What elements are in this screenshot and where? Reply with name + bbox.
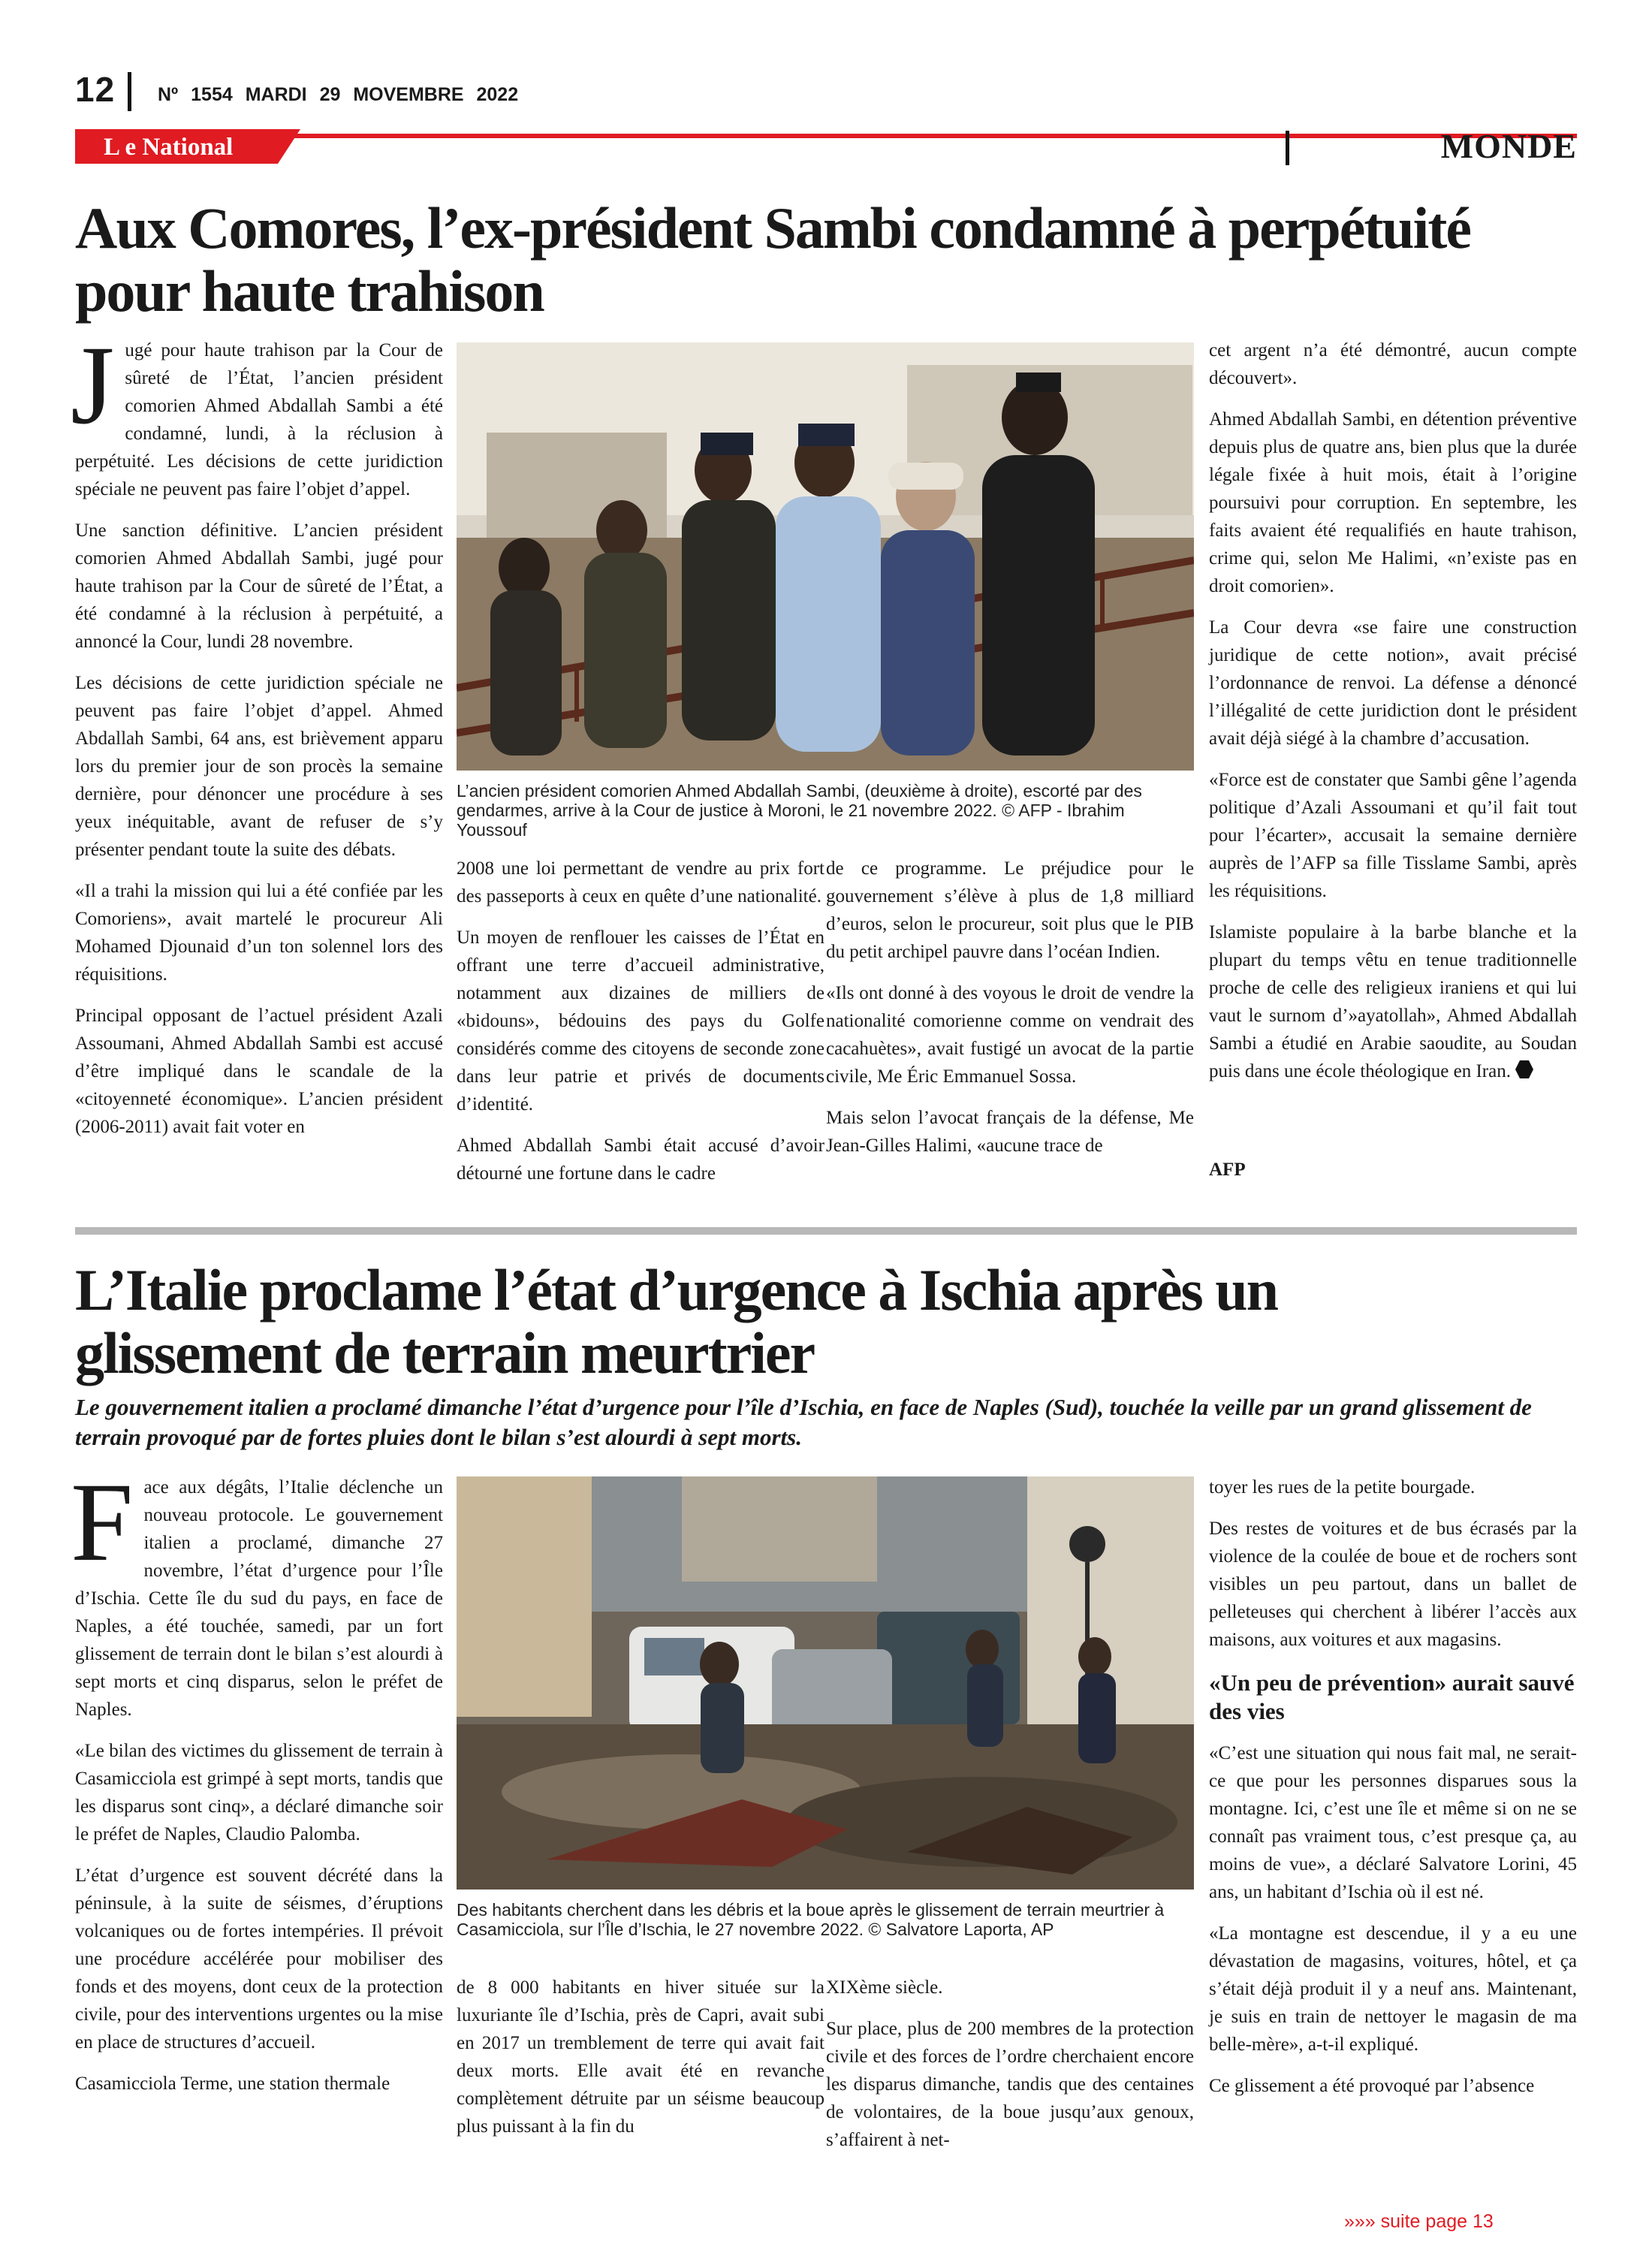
- continued-link[interactable]: »»» suite page 13: [1344, 2211, 1494, 2232]
- article2-headline-line1: L’Italie proclame l’état d’urgence à Ischia après un: [75, 1257, 1278, 1323]
- article2-column-2: [457, 1974, 824, 2154]
- article1-photo-caption: L’ancien président comorien Ahmed Abdallah Sambi, (deuxième à droite), escorté par des gendarmes, arrive à la Cour de justice à Moroni, le 21 novembre 2022. © AFP - Ibrahim Youssouf: [457, 781, 1142, 840]
- article2-column-3: [826, 1974, 1194, 2167]
- article2-photo: [457, 1476, 1194, 1890]
- article2-photo-illustration: [457, 1476, 1194, 1890]
- header-rule: [75, 134, 1577, 138]
- article2-paragraph: Des restes de voitures et de bus écrasés par la violence de la coulée de boue et de rochers sont visibles un peu partout, dans un ballet de pelleteuses qui cherchent à libérer l’accès aux maisons, aux voitures et aux magasins.: [1209, 1519, 1577, 1650]
- brand-label: L e National: [104, 134, 234, 161]
- article2-paragraph: de 8 000 habitants en hiver située sur la luxuriante île d’Ischia, près de Capri, avait subi en 2017 un tremblement de terre qui avait fait deux morts. Elle avait été en revanche complètement détruite par un séisme beaucoup plus puissant à la fin du: [457, 1977, 824, 2137]
- article1-paragraph: Un moyen de renflouer les caisses de l’État en offrant une terre d’accueil administrative, notamment aux dizaines de milliers de «bidouns», bédouins des pays du Golfe considérés comme des citoyens de seconde zone dans leur patrie et privés de documents d’identité.: [457, 927, 824, 1114]
- page-number-divider: [128, 72, 131, 111]
- end-mark-icon: [1515, 1060, 1533, 1078]
- article1-paragraph: de ce programme. Le préjudice pour le gouvernement s’élève à plus de 1,8 milliard d’euros, selon le procureur, soit plus que le PIB du petit archipel pauvre dans l’océan Indien.: [826, 858, 1194, 962]
- article1-paragraph: Principal opposant de l’actuel président Azali Assoumani, Ahmed Abdallah Sambi est accusé d’être impliqué dans le scandale de la «citoyenneté économique». L’ancien président (2006-2011) avait fait voter en: [75, 1006, 443, 1137]
- article2-headline-line2: glissement de terrain meurtrier: [75, 1320, 815, 1386]
- article2-paragraph: «La montagne est descendue, il y a eu une dévastation de magasins, voitures, hôtel, et ça s’était déjà produit il y a neuf ans. Maintenant, je suis en train de nettoyer le magasin de ma belle-mère», a-t-il expliqué.: [1209, 1923, 1577, 2055]
- article2-paragraph: Sur place, plus de 200 membres de la protection civile et des forces de l’ordre cherchaient encore les disparus dimanche, tandis que des centaines de volontaires, de la boue jusqu’aux genoux, s’affairent à net-: [826, 2019, 1194, 2150]
- dateline: Nº 1554 MARDI 29 MOVEMBRE 2022: [158, 84, 519, 105]
- article1-paragraph: La Cour devra «se faire une construction juridique de cette notion», avait précisé l’ordonnance de renvoi. La défense a dénoncé l’illégalité de cette juridiction dont le président avait déjà siégé à la chambre d’accusation.: [1209, 617, 1577, 749]
- article2-paragraph: ace aux dégâts, l’Italie déclenche un nouveau protocole. Le gouvernement italien a proclamé, dimanche 27 novembre, l’état d’urgence pour l’Île d’Ischia. Cette île du sud du pays, en face de Naples, a été touchée, samedi, par un fort glissement de terrain dont le bilan s’est alourdi à sept morts et cinq disparus, selon le préfet de Naples.: [75, 1477, 443, 1720]
- article1-paragraph: Ahmed Abdallah Sambi, en détention préventive depuis plus de quatre ans, bien plus que la durée légale fixée à huit mois, était à l’origine poursuivi pour corruption. En septembre, les faits avaient été requalifiés en haute trahison, crime qui, selon Me Halimi, «n’existe pas en droit comorien».: [1209, 409, 1577, 596]
- article2-paragraph: toyer les rues de la petite bourgade.: [1209, 1477, 1476, 1497]
- article1-headline-line1: Aux Comores, l’ex-président Sambi condamné à perpétuité: [75, 195, 1470, 261]
- article2-paragraph: XIXème siècle.: [826, 1977, 943, 1998]
- article2-standfirst: Le gouvernement italien a proclamé dimanche l’état d’urgence pour l’île d’Ischia, en face de Naples (Sud), touchée la veille par un grand glissement de terrain provoqué par de fortes pluies dont le bilan s’est alourdi à sept morts.: [75, 1394, 1532, 1450]
- article1-photo: [457, 342, 1194, 771]
- article1-paragraph: «Il a trahi la mission qui lui a été confiée par les Comoriens», avait martelé le procureur Ali Mohamed Djounaid d’un ton solennel lors des réquisitions.: [75, 881, 443, 985]
- section-divider: [1286, 131, 1289, 165]
- article1-paragraph: Une sanction définitive. L’ancien président comorien Ahmed Abdallah Sambi, jugé pour haute trahison par la Cour de sûreté de l’État, a été condamné à la réclusion à perpétuité, a annoncé la Cour, lundi 28 novembre.: [75, 520, 443, 652]
- article1-column-2: [457, 855, 824, 1201]
- article2-dropcap: F: [71, 1460, 134, 1585]
- article2-subhead: «Un peu de prévention» aurait sauvé des vies: [1209, 1669, 1575, 1724]
- article2-column-1: [71, 1460, 443, 2111]
- article2-photo-caption: Des habitants cherchent dans les débris et la boue après le glissement de terrain meurtrier à Casamicciola, sur l’Île d’Ischia, le 27 novembre 2022. © Salvatore Laporta, AP: [457, 1900, 1165, 1939]
- article1-photo-illustration: [457, 342, 1194, 771]
- article2-paragraph: «Le bilan des victimes du glissement de terrain à Casamicciola est grimpé à sept morts, tandis que les disparus sont cinq», a déclaré dimanche soir le préfet de Naples, Claudio Palomba.: [75, 1741, 443, 1844]
- article1-paragraph: Mais selon l’avocat français de la défense, Me Jean-Gilles Halimi, «aucune trace de: [826, 1108, 1194, 1156]
- page-number: 12: [75, 70, 116, 109]
- section-label: MONDE: [1440, 127, 1577, 165]
- article1-paragraph: «Force est de constater que Sambi gêne l’agenda politique d’Azali Assoumani et qu’il fait tout pour l’écarter», accusait la semaine dernière auprès de l’AFP sa fille Tisslame Sambi, après les réquisitions.: [1209, 770, 1577, 901]
- article2-paragraph: L’état d’urgence est souvent décrété dans la péninsule, à la suite de séismes, d’éruptions volcaniques ou de fortes intempéries. Il prévoit une procédure accélérée pour mobiliser des fonds et des moyens, dont ceux de la protection civile, pour des interventions urgentes ou la mise en place de structures d’accueil.: [75, 1865, 443, 2052]
- article1-paragraph: Islamiste populaire à la barbe blanche et la plupart du temps vêtu en tenue traditionnelle proche de celle des religieux iraniens et qui lui vaut le surnom d’»ayatollah», Ahmed Abdallah Sambi a étudié en Arabie saoudite, au Soudan puis dans une école théologique en Iran.: [1209, 922, 1577, 1081]
- article2-paragraph: Casamicciola Terme, une station thermale: [75, 2074, 390, 2094]
- article2-column-4: [1209, 1473, 1577, 2113]
- article2-paragraph: «C’est une situation qui nous fait mal, ne serait-ce que pour les personnes disparues sous la montagne. Ici, c’est une île et même si on ne se connaît pas vraiment tous, c’est presque ça, au moins de vue», a déclaré Salvatore Lorini, 45 ans, un habitant d’Ischia où il est né.: [1209, 1743, 1577, 1902]
- article1-paragraph: Ahmed Abdallah Sambi était accusé d’avoir détourné une fortune dans le cadre: [457, 1136, 824, 1184]
- article1-column-4: [1209, 336, 1577, 1099]
- article1-paragraph: «Ils ont donné à des voyous le droit de vendre la nationalité comorienne comme on vendrait des cacahuètes», avait fustigé un avocat de la partie civile, Me Éric Emmanuel Sossa.: [826, 983, 1194, 1087]
- article1-column-3: [826, 855, 1194, 1173]
- article1-byline: AFP: [1209, 1160, 1246, 1180]
- article1-paragraph: ugé pour haute trahison par la Cour de sûreté de l’État, l’ancien président comorien Ahmed Abdallah Sambi a été condamné, lundi, à la réclusion à perpétuité. Les décisions de cette juridiction spéciale ne peuvent pas faire l’objet d’appel.: [75, 340, 443, 499]
- article1-headline-line2: pour haute trahison: [75, 258, 544, 324]
- article2-paragraph: Ce glissement a été provoqué par l’absence: [1209, 2076, 1535, 2096]
- article1-paragraph: cet argent n’a été démontré, aucun compte découvert».: [1209, 340, 1577, 388]
- article1-column-1: [71, 323, 443, 1154]
- article-divider: [75, 1227, 1577, 1235]
- article1-paragraph: 2008 une loi permettant de vendre au prix fort des passeports à ceux en quête d’une nationalité.: [457, 858, 824, 906]
- article1-paragraph: Les décisions de cette juridiction spéciale ne peuvent pas faire l’objet d’appel. Ahmed Abdallah Sambi, 64 ans, est brièvement apparu lors du premier jour de son procès la semaine dernière, pour dénoncer une procédure à ses yeux inéquitable, avant de refuser de s’y présenter pendant toute la suite des débats.: [75, 673, 443, 860]
- article1-dropcap: J: [71, 323, 115, 448]
